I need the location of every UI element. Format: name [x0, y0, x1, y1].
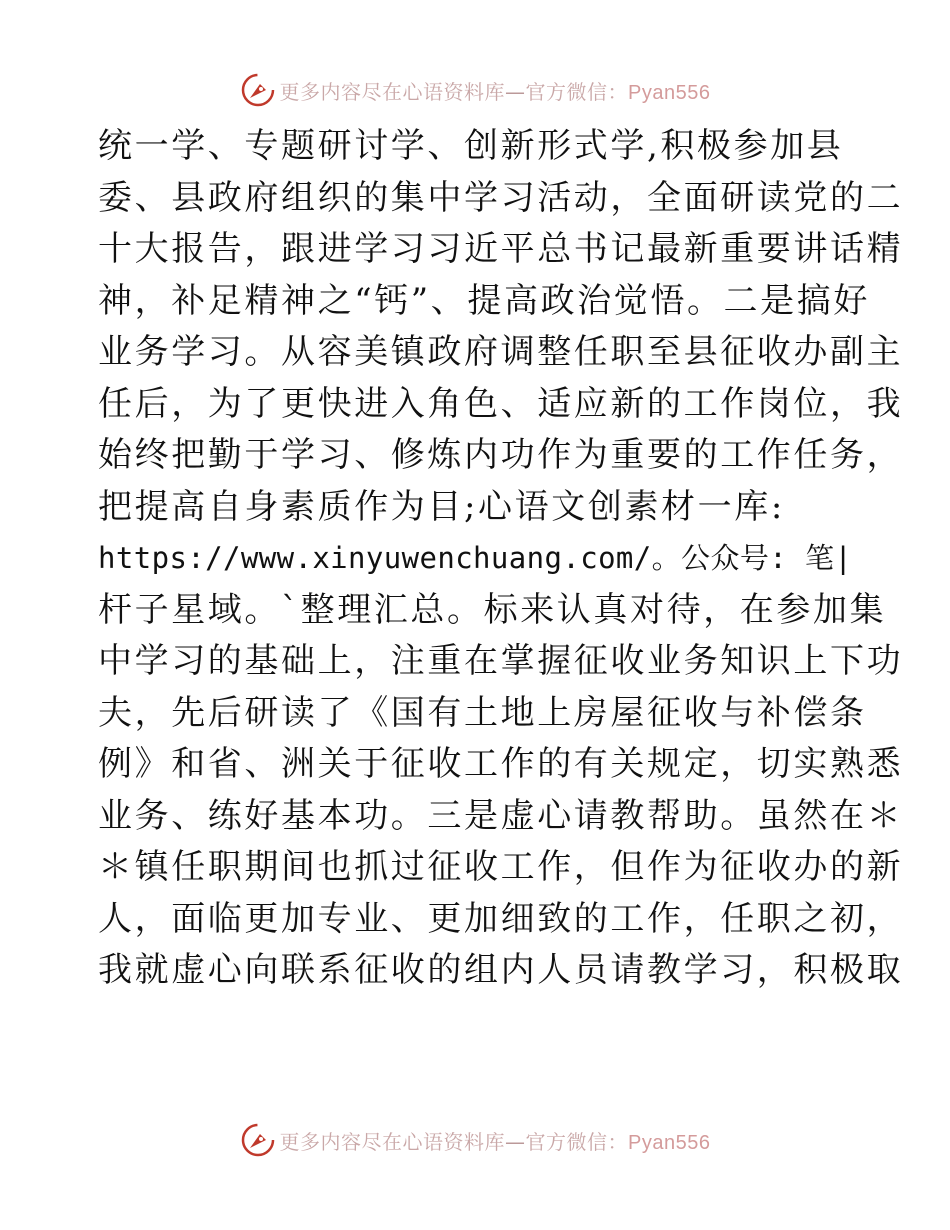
watermark-official-label: 官方微信： — [525, 1129, 629, 1154]
body-line: ＊镇任职期间也抓过征收工作，但作为征收办的新 — [98, 847, 904, 887]
body-line: 中学习的基础上，注重在掌握征收业务知识上下功 — [98, 641, 904, 681]
watermark-site-text: 更多内容尽在心语资料库 — [279, 79, 506, 104]
watermark-handle: Pyan556 — [628, 1131, 711, 1154]
body-line: 始终把勤于学习、修炼内功作为重要的工作任务， — [98, 435, 904, 475]
watermark-handle: Pyan556 — [628, 81, 711, 104]
body-line: 杆子星域。`整理汇总。标来认真对待，在参加集 — [98, 589, 887, 630]
body-line: 业务、练好基本功。三是虚心请教帮助。虽然在＊ — [98, 795, 904, 836]
body-line: 业务学习。从容美镇政府调整任职至县征收办副主 — [98, 332, 904, 372]
body-line: 夫，先后研读了《国有土地上房屋征收与补偿条 — [98, 692, 867, 733]
watermark-site-text: 更多内容尽在心语资料库 — [279, 1129, 506, 1154]
document-body — [98, 121, 904, 997]
watermark-official-label: 官方微信： — [525, 79, 629, 104]
body-line: 我就虚心向联系征收的组内人员请教学习，积极取 — [98, 950, 904, 990]
body-line: 十大报告，跟进学习习近平总书记最新重要讲话精 — [98, 229, 904, 269]
pen-nib-logo-icon — [240, 72, 276, 108]
watermark-dash: — — [505, 1129, 526, 1154]
header-watermark — [0, 70, 950, 110]
body-line: 人，面临更加专业、更加细致的工作，任职之初， — [98, 898, 904, 939]
body-line: 例》和省、洲关于征收工作的有关规定，切实熟悉 — [98, 744, 904, 784]
body-line: 神，补足精神之“钙”、提高政治觉悟。二是搞好 — [98, 280, 870, 321]
footer-watermark — [0, 1120, 950, 1160]
watermark-dash: — — [505, 79, 526, 104]
body-line-url: https://www.xinyuwenchuang.com/。公众号: 笔| — [98, 541, 853, 575]
pen-nib-logo-icon — [240, 1122, 276, 1158]
body-line: 把提高自身素质作为目;心语文创素材一库: — [98, 486, 785, 527]
body-line: 任后，为了更快进入角色、适应新的工作岗位，我 — [98, 383, 904, 424]
body-line: 委、县政府组织的集中学习活动，全面研读党的二 — [98, 177, 904, 218]
body-line: 统一学、专题研讨学、创新形式学,积极参加县 — [98, 126, 844, 166]
